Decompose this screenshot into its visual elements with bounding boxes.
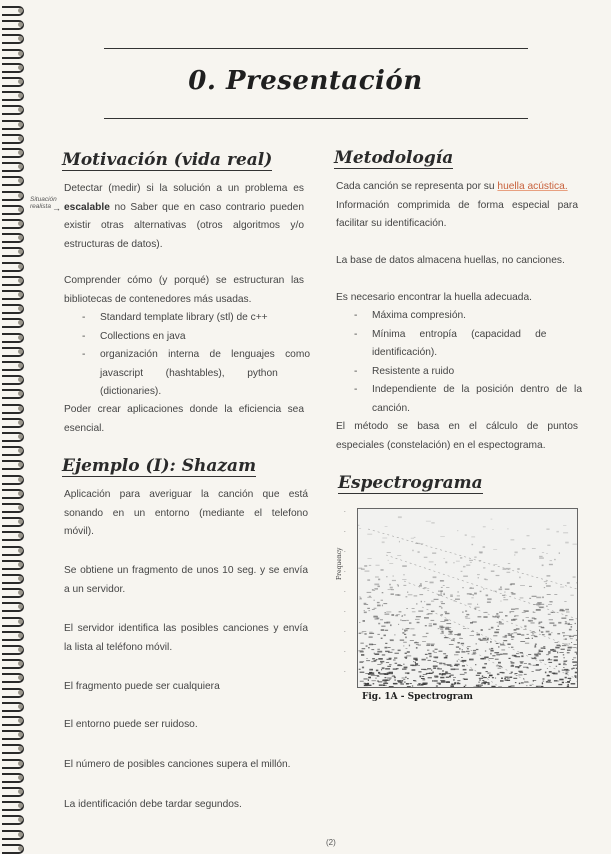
huella-acustica-highlight: huella acústica. [497, 181, 567, 192]
ejemplo-paragraph-6: El número de posibles canciones supera el millón. [64, 756, 308, 775]
ejemplo-paragraph-5: El entorno puede ser ruidoso. [64, 716, 308, 735]
binding-hole [18, 420, 23, 425]
metodologia-paragraph-1: Cada canción se representa por su huella acústica. Información comprimida de forma especial para facilitar su identificación. [336, 178, 578, 234]
motivacion-bullet-list [82, 309, 310, 402]
spiral-binding [0, 0, 26, 848]
heading-metodologia: Metodología [334, 148, 453, 168]
margin-note: Situación realista [30, 196, 57, 210]
binding-hole [18, 122, 23, 127]
binding-hole [18, 278, 23, 283]
title-rule-bottom [104, 118, 528, 119]
metodologia-bullet-list [354, 307, 582, 418]
metodologia-paragraph-4: El método se basa en el cálculo de puntos especiales (constelación) en el espectograma. [336, 418, 578, 455]
binding-hole [18, 548, 23, 553]
binding-hole [18, 789, 23, 794]
binding-hole [18, 136, 23, 141]
binding-hole [18, 846, 23, 851]
binding-hole [18, 761, 23, 766]
binding-hole [18, 633, 23, 638]
binding-hole [18, 576, 23, 581]
binding-hole [18, 491, 23, 496]
ejemplo-paragraph-4: El fragmento puede ser cualquiera [64, 678, 308, 697]
ejemplo-paragraph-1: Aplicación para averiguar la canción que está sonando en un entorno (mediante el telefono móvil). [64, 486, 308, 542]
binding-hole [18, 363, 23, 368]
binding-hole [18, 704, 23, 709]
binding-hole [18, 832, 23, 837]
binding-hole [18, 619, 23, 624]
spectrogram-y-tick: ‐ [344, 570, 346, 575]
spectrogram-texture [358, 516, 577, 687]
binding-hole [18, 690, 23, 695]
binding-hole [18, 207, 23, 212]
binding-hole [18, 505, 23, 510]
spectrogram-y-tick: ‐ [344, 610, 346, 615]
spectrogram-y-tick: ‐ [344, 530, 346, 535]
binding-hole [18, 775, 23, 780]
spectrogram-caption: Fig. 1A - Spectrogram [362, 692, 473, 702]
binding-hole [18, 647, 23, 652]
binding-hole [18, 51, 23, 56]
page-number: (2) [326, 838, 336, 847]
spectrogram-y-tick: ‐ [344, 510, 346, 515]
spectrogram-plot [358, 509, 577, 687]
metodologia-paragraph-2: La base de datos almacena huellas, no canciones. [336, 252, 578, 271]
spectrogram-image [357, 508, 578, 688]
list-item: - Collections en java [82, 328, 310, 347]
binding-hole [18, 434, 23, 439]
ejemplo-paragraph-3: El servidor identifica las posibles canciones y envía la lista al teléfono móvil. [64, 620, 308, 657]
ejemplo-paragraph-7: La identificación debe tardar segundos. [64, 796, 308, 815]
spectrogram-y-tick: ‐ [344, 590, 346, 595]
spectrogram-y-label: Frequency [336, 548, 343, 580]
binding-hole [18, 8, 23, 13]
binding-hole [18, 477, 23, 482]
list-item: - Standard template library (stl) de c++ [82, 309, 310, 328]
binding-hole [18, 718, 23, 723]
binding-hole [18, 562, 23, 567]
binding-hole [18, 150, 23, 155]
motivacion-paragraph-1: Detectar (medir) si la solución a un problema es escalable no Saber que en caso contrario pueden existir otras alternativas (otros algoritmos y/o estructuras de datos). [64, 180, 304, 254]
spectrogram-y-tick: ‐ [344, 550, 346, 555]
spectrogram-y-tick: ‐ [344, 630, 346, 635]
arrow-icon: → [52, 203, 61, 213]
heading-motivacion: Motivación (vida real) [62, 150, 272, 170]
binding-hole [18, 335, 23, 340]
ejemplo-paragraph-2: Se obtiene un fragmento de unos 10 seg. y se envía a un servidor. [64, 562, 308, 599]
binding-hole [18, 349, 23, 354]
list-item: - Resistente a ruido [354, 363, 582, 382]
list-item: - Mínima entropía (capacidad de identificación). [354, 326, 582, 363]
heading-espectrograma: Espectrograma [338, 473, 483, 493]
title-rule-top [104, 48, 528, 49]
binding-hole [18, 264, 23, 269]
binding-hole [18, 292, 23, 297]
motivacion-paragraph-2: Comprender cómo (y porqué) se estructuran las bibliotecas de contenedores más usadas. [64, 272, 304, 309]
list-item: - Máxima compresión. [354, 307, 582, 326]
escalable-word: escalable [64, 202, 110, 213]
list-item: - Independiente de la posición dentro de la canción. [354, 381, 582, 418]
page-title: 0. Presentación [0, 66, 611, 96]
binding-hole [18, 406, 23, 411]
heading-ejemplo: Ejemplo (I): Shazam [62, 456, 256, 476]
list-item: - organización interna de lenguajes como javascript (hashtables), python (dictionaries). [82, 346, 310, 402]
binding-hole [18, 221, 23, 226]
motivacion-paragraph-3: Poder crear aplicaciones donde la eficiencia sea esencial. [64, 401, 304, 438]
spectrogram-y-tick: ‐ [344, 650, 346, 655]
metodologia-paragraph-3: Es necesario encontrar la huella adecuada. [336, 289, 578, 308]
spectrogram-y-tick: ‐ [344, 670, 346, 675]
binding-hole [18, 193, 23, 198]
